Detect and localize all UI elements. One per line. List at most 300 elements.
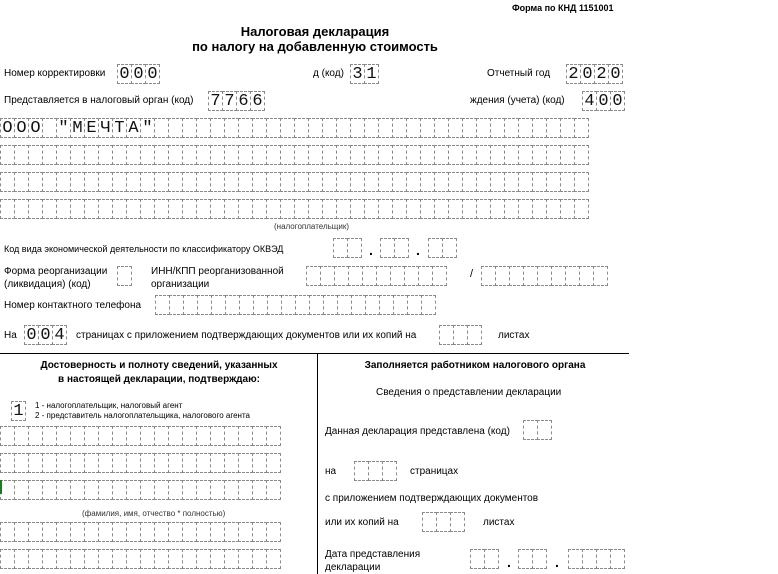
char-cell[interactable] bbox=[252, 199, 267, 219]
char-cell[interactable] bbox=[84, 549, 99, 569]
char-cell[interactable] bbox=[532, 118, 547, 138]
char-cell[interactable] bbox=[434, 172, 449, 192]
char-cell[interactable] bbox=[14, 199, 29, 219]
char-cell[interactable] bbox=[294, 145, 309, 165]
char-cell[interactable] bbox=[182, 145, 197, 165]
char-cell[interactable] bbox=[579, 266, 594, 286]
char-cell[interactable] bbox=[42, 480, 57, 500]
char-cell[interactable] bbox=[238, 145, 253, 165]
char-cell[interactable]: М bbox=[70, 118, 85, 138]
fio-row-2[interactable] bbox=[0, 453, 280, 473]
phone-field[interactable] bbox=[155, 295, 435, 315]
char-cell[interactable] bbox=[439, 325, 454, 345]
char-cell[interactable] bbox=[224, 480, 239, 500]
char-cell[interactable] bbox=[98, 453, 113, 473]
char-cell[interactable] bbox=[537, 266, 552, 286]
char-cell[interactable] bbox=[154, 426, 169, 446]
char-cell[interactable]: 0 bbox=[38, 325, 53, 345]
char-cell[interactable] bbox=[210, 145, 225, 165]
char-cell[interactable] bbox=[467, 325, 482, 345]
char-cell[interactable] bbox=[112, 199, 127, 219]
char-cell[interactable] bbox=[560, 172, 575, 192]
char-cell[interactable] bbox=[266, 172, 281, 192]
char-cell[interactable]: 1 bbox=[11, 401, 26, 421]
char-cell[interactable]: Т bbox=[112, 118, 127, 138]
location-code-field[interactable] bbox=[582, 91, 624, 111]
taxpayer-name-row-3[interactable] bbox=[0, 172, 588, 192]
char-cell[interactable] bbox=[14, 480, 29, 500]
char-cell[interactable] bbox=[168, 549, 183, 569]
char-cell[interactable]: Е bbox=[84, 118, 99, 138]
char-cell[interactable] bbox=[210, 199, 225, 219]
char-cell[interactable] bbox=[112, 172, 127, 192]
char-cell[interactable]: 2 bbox=[566, 64, 581, 84]
char-cell[interactable] bbox=[565, 266, 580, 286]
char-cell[interactable] bbox=[490, 172, 505, 192]
char-cell[interactable] bbox=[117, 266, 132, 286]
report-year-field[interactable] bbox=[566, 64, 622, 84]
char-cell[interactable] bbox=[406, 172, 421, 192]
char-cell[interactable] bbox=[337, 295, 352, 315]
reorg-inn-field[interactable] bbox=[306, 266, 446, 286]
char-cell[interactable] bbox=[56, 145, 71, 165]
char-cell[interactable] bbox=[28, 172, 43, 192]
char-cell[interactable]: 4 bbox=[582, 91, 597, 111]
char-cell[interactable] bbox=[568, 549, 583, 569]
char-cell[interactable] bbox=[406, 199, 421, 219]
char-cell[interactable] bbox=[140, 522, 155, 542]
char-cell[interactable] bbox=[0, 480, 15, 500]
char-cell[interactable] bbox=[376, 266, 391, 286]
char-cell[interactable]: 0 bbox=[117, 64, 132, 84]
tax-period-field[interactable] bbox=[350, 64, 378, 84]
char-cell[interactable] bbox=[476, 172, 491, 192]
char-cell[interactable] bbox=[98, 480, 113, 500]
char-cell[interactable] bbox=[84, 480, 99, 500]
char-cell[interactable] bbox=[56, 522, 71, 542]
char-cell[interactable] bbox=[126, 453, 141, 473]
okved-part-2[interactable] bbox=[380, 238, 408, 258]
char-cell[interactable] bbox=[546, 118, 561, 138]
char-cell[interactable] bbox=[252, 453, 267, 473]
char-cell[interactable] bbox=[56, 199, 71, 219]
char-cell[interactable] bbox=[281, 295, 296, 315]
char-cell[interactable] bbox=[462, 145, 477, 165]
char-cell[interactable] bbox=[238, 172, 253, 192]
char-cell[interactable] bbox=[382, 461, 397, 481]
char-cell[interactable] bbox=[309, 295, 324, 315]
char-cell[interactable]: 0 bbox=[131, 64, 146, 84]
char-cell[interactable] bbox=[518, 118, 533, 138]
char-cell[interactable] bbox=[126, 522, 141, 542]
char-cell[interactable] bbox=[42, 549, 57, 569]
char-cell[interactable] bbox=[406, 118, 421, 138]
char-cell[interactable] bbox=[154, 549, 169, 569]
char-cell[interactable] bbox=[420, 145, 435, 165]
taxpayer-name-row-1[interactable] bbox=[0, 118, 588, 138]
char-cell[interactable] bbox=[14, 522, 29, 542]
char-cell[interactable] bbox=[182, 199, 197, 219]
char-cell[interactable] bbox=[378, 199, 393, 219]
char-cell[interactable] bbox=[476, 145, 491, 165]
char-cell[interactable] bbox=[422, 512, 437, 532]
char-cell[interactable] bbox=[112, 480, 127, 500]
char-cell[interactable]: 0 bbox=[596, 91, 611, 111]
char-cell[interactable] bbox=[70, 199, 85, 219]
char-cell[interactable] bbox=[407, 295, 422, 315]
char-cell[interactable] bbox=[509, 266, 524, 286]
char-cell[interactable] bbox=[98, 172, 113, 192]
char-cell[interactable] bbox=[196, 549, 211, 569]
char-cell[interactable] bbox=[308, 172, 323, 192]
attachment-sheets-field[interactable] bbox=[439, 325, 481, 345]
char-cell[interactable] bbox=[126, 172, 141, 192]
char-cell[interactable] bbox=[266, 145, 281, 165]
char-cell[interactable] bbox=[140, 145, 155, 165]
char-cell[interactable] bbox=[224, 145, 239, 165]
char-cell[interactable] bbox=[393, 295, 408, 315]
char-cell[interactable] bbox=[126, 426, 141, 446]
char-cell[interactable] bbox=[28, 199, 43, 219]
char-cell[interactable] bbox=[354, 461, 369, 481]
char-cell[interactable] bbox=[462, 118, 477, 138]
char-cell[interactable] bbox=[428, 238, 443, 258]
char-cell[interactable] bbox=[294, 118, 309, 138]
char-cell[interactable] bbox=[112, 522, 127, 542]
char-cell[interactable] bbox=[210, 172, 225, 192]
char-cell[interactable]: 3 bbox=[350, 64, 365, 84]
char-cell[interactable] bbox=[432, 266, 447, 286]
taxpayer-name-row-4[interactable] bbox=[0, 199, 588, 219]
char-cell[interactable] bbox=[126, 199, 141, 219]
char-cell[interactable] bbox=[197, 295, 212, 315]
char-cell[interactable] bbox=[28, 426, 43, 446]
char-cell[interactable] bbox=[294, 199, 309, 219]
char-cell[interactable] bbox=[406, 145, 421, 165]
char-cell[interactable] bbox=[14, 549, 29, 569]
char-cell[interactable] bbox=[42, 172, 57, 192]
char-cell[interactable] bbox=[378, 172, 393, 192]
char-cell[interactable] bbox=[224, 453, 239, 473]
char-cell[interactable] bbox=[84, 426, 99, 446]
char-cell[interactable] bbox=[490, 199, 505, 219]
char-cell[interactable] bbox=[70, 172, 85, 192]
char-cell[interactable] bbox=[42, 426, 57, 446]
char-cell[interactable] bbox=[518, 145, 533, 165]
char-cell[interactable] bbox=[532, 199, 547, 219]
char-cell[interactable] bbox=[183, 295, 198, 315]
char-cell[interactable] bbox=[224, 199, 239, 219]
char-cell[interactable] bbox=[225, 295, 240, 315]
char-cell[interactable] bbox=[504, 172, 519, 192]
char-cell[interactable] bbox=[169, 295, 184, 315]
char-cell[interactable] bbox=[448, 145, 463, 165]
char-cell[interactable] bbox=[350, 145, 365, 165]
char-cell[interactable] bbox=[546, 199, 561, 219]
char-cell[interactable] bbox=[42, 453, 57, 473]
char-cell[interactable] bbox=[98, 145, 113, 165]
char-cell[interactable] bbox=[168, 453, 183, 473]
char-cell[interactable] bbox=[481, 266, 496, 286]
char-cell[interactable] bbox=[252, 172, 267, 192]
char-cell[interactable] bbox=[560, 199, 575, 219]
char-cell[interactable] bbox=[42, 118, 57, 138]
char-cell[interactable] bbox=[546, 172, 561, 192]
char-cell[interactable] bbox=[560, 145, 575, 165]
char-cell[interactable] bbox=[196, 199, 211, 219]
char-cell[interactable] bbox=[490, 145, 505, 165]
char-cell[interactable] bbox=[252, 522, 267, 542]
char-cell[interactable] bbox=[211, 295, 226, 315]
char-cell[interactable] bbox=[28, 145, 43, 165]
char-cell[interactable] bbox=[470, 549, 485, 569]
char-cell[interactable] bbox=[368, 461, 383, 481]
char-cell[interactable] bbox=[182, 118, 197, 138]
char-cell[interactable] bbox=[168, 522, 183, 542]
char-cell[interactable]: " bbox=[140, 118, 155, 138]
char-cell[interactable] bbox=[196, 480, 211, 500]
char-cell[interactable] bbox=[351, 295, 366, 315]
char-cell[interactable] bbox=[98, 522, 113, 542]
char-cell[interactable] bbox=[168, 426, 183, 446]
char-cell[interactable] bbox=[126, 145, 141, 165]
char-cell[interactable] bbox=[238, 426, 253, 446]
char-cell[interactable] bbox=[462, 199, 477, 219]
char-cell[interactable] bbox=[334, 266, 349, 286]
char-cell[interactable] bbox=[504, 199, 519, 219]
char-cell[interactable] bbox=[140, 480, 155, 500]
char-cell[interactable] bbox=[322, 145, 337, 165]
char-cell[interactable] bbox=[484, 549, 499, 569]
char-cell[interactable] bbox=[168, 199, 183, 219]
fio-row-4[interactable] bbox=[0, 522, 280, 542]
char-cell[interactable] bbox=[0, 453, 15, 473]
char-cell[interactable]: 1 bbox=[364, 64, 379, 84]
char-cell[interactable] bbox=[140, 172, 155, 192]
char-cell[interactable] bbox=[210, 480, 225, 500]
char-cell[interactable] bbox=[336, 118, 351, 138]
char-cell[interactable] bbox=[280, 145, 295, 165]
char-cell[interactable] bbox=[450, 512, 465, 532]
char-cell[interactable] bbox=[112, 145, 127, 165]
char-cell[interactable] bbox=[42, 199, 57, 219]
char-cell[interactable] bbox=[182, 453, 197, 473]
char-cell[interactable] bbox=[453, 325, 468, 345]
char-cell[interactable] bbox=[490, 118, 505, 138]
char-cell[interactable] bbox=[238, 453, 253, 473]
char-cell[interactable] bbox=[155, 295, 170, 315]
char-cell[interactable] bbox=[140, 453, 155, 473]
char-cell[interactable]: 0 bbox=[145, 64, 160, 84]
char-cell[interactable] bbox=[266, 522, 281, 542]
char-cell[interactable] bbox=[380, 238, 395, 258]
reorg-form-field[interactable] bbox=[117, 266, 131, 286]
char-cell[interactable] bbox=[168, 118, 183, 138]
char-cell[interactable] bbox=[70, 426, 85, 446]
char-cell[interactable] bbox=[154, 145, 169, 165]
char-cell[interactable] bbox=[476, 118, 491, 138]
char-cell[interactable]: 7 bbox=[208, 91, 223, 111]
char-cell[interactable] bbox=[210, 118, 225, 138]
char-cell[interactable] bbox=[112, 453, 127, 473]
char-cell[interactable] bbox=[238, 199, 253, 219]
char-cell[interactable] bbox=[532, 145, 547, 165]
char-cell[interactable] bbox=[420, 199, 435, 219]
char-cell[interactable] bbox=[308, 118, 323, 138]
char-cell[interactable] bbox=[182, 549, 197, 569]
char-cell[interactable] bbox=[196, 172, 211, 192]
char-cell[interactable]: 6 bbox=[250, 91, 265, 111]
char-cell[interactable] bbox=[404, 266, 419, 286]
char-cell[interactable] bbox=[392, 118, 407, 138]
char-cell[interactable] bbox=[379, 295, 394, 315]
char-cell[interactable] bbox=[322, 172, 337, 192]
char-cell[interactable] bbox=[267, 295, 282, 315]
char-cell[interactable] bbox=[154, 172, 169, 192]
char-cell[interactable] bbox=[210, 453, 225, 473]
char-cell[interactable] bbox=[84, 522, 99, 542]
char-cell[interactable] bbox=[154, 453, 169, 473]
char-cell[interactable]: 4 bbox=[52, 325, 67, 345]
char-cell[interactable] bbox=[294, 172, 309, 192]
char-cell[interactable] bbox=[280, 199, 295, 219]
char-cell[interactable] bbox=[196, 453, 211, 473]
char-cell[interactable] bbox=[365, 295, 380, 315]
char-cell[interactable] bbox=[266, 199, 281, 219]
char-cell[interactable] bbox=[0, 172, 15, 192]
char-cell[interactable] bbox=[378, 145, 393, 165]
char-cell[interactable] bbox=[378, 118, 393, 138]
submitted-pages-field[interactable] bbox=[354, 461, 396, 481]
char-cell[interactable] bbox=[210, 426, 225, 446]
char-cell[interactable] bbox=[168, 480, 183, 500]
submitted-sheets-field[interactable] bbox=[422, 512, 464, 532]
fio-row-5[interactable] bbox=[0, 549, 280, 569]
char-cell[interactable] bbox=[14, 453, 29, 473]
char-cell[interactable] bbox=[582, 549, 597, 569]
taxpayer-name-row-2[interactable] bbox=[0, 145, 588, 165]
char-cell[interactable] bbox=[28, 480, 43, 500]
char-cell[interactable] bbox=[0, 549, 15, 569]
char-cell[interactable] bbox=[434, 145, 449, 165]
char-cell[interactable] bbox=[84, 453, 99, 473]
char-cell[interactable] bbox=[596, 549, 611, 569]
char-cell[interactable] bbox=[476, 199, 491, 219]
char-cell[interactable] bbox=[253, 295, 268, 315]
reorg-kpp-field[interactable] bbox=[481, 266, 607, 286]
okved-part-3[interactable] bbox=[428, 238, 456, 258]
char-cell[interactable] bbox=[504, 145, 519, 165]
char-cell[interactable] bbox=[308, 199, 323, 219]
char-cell[interactable]: 6 bbox=[236, 91, 251, 111]
char-cell[interactable] bbox=[98, 199, 113, 219]
char-cell[interactable] bbox=[56, 426, 71, 446]
char-cell[interactable] bbox=[306, 266, 321, 286]
pages-count-field[interactable] bbox=[24, 325, 66, 345]
char-cell[interactable] bbox=[610, 549, 625, 569]
char-cell[interactable] bbox=[126, 480, 141, 500]
char-cell[interactable] bbox=[238, 522, 253, 542]
submitted-code-field[interactable] bbox=[523, 420, 551, 440]
char-cell[interactable] bbox=[266, 426, 281, 446]
char-cell[interactable] bbox=[210, 549, 225, 569]
char-cell[interactable] bbox=[252, 426, 267, 446]
char-cell[interactable] bbox=[70, 522, 85, 542]
char-cell[interactable] bbox=[224, 426, 239, 446]
char-cell[interactable] bbox=[252, 480, 267, 500]
char-cell[interactable] bbox=[347, 238, 362, 258]
char-cell[interactable] bbox=[112, 426, 127, 446]
char-cell[interactable] bbox=[42, 145, 57, 165]
char-cell[interactable] bbox=[239, 295, 254, 315]
char-cell[interactable] bbox=[196, 426, 211, 446]
char-cell[interactable] bbox=[70, 480, 85, 500]
char-cell[interactable] bbox=[551, 266, 566, 286]
char-cell[interactable] bbox=[0, 199, 15, 219]
char-cell[interactable] bbox=[448, 199, 463, 219]
okved-part-1[interactable] bbox=[333, 238, 361, 258]
char-cell[interactable] bbox=[518, 549, 533, 569]
char-cell[interactable] bbox=[252, 145, 267, 165]
char-cell[interactable] bbox=[336, 199, 351, 219]
char-cell[interactable] bbox=[70, 453, 85, 473]
char-cell[interactable] bbox=[322, 118, 337, 138]
char-cell[interactable] bbox=[266, 480, 281, 500]
char-cell[interactable] bbox=[168, 145, 183, 165]
char-cell[interactable]: 0 bbox=[24, 325, 39, 345]
char-cell[interactable] bbox=[56, 480, 71, 500]
char-cell[interactable] bbox=[532, 549, 547, 569]
char-cell[interactable] bbox=[560, 118, 575, 138]
date-day-field[interactable] bbox=[470, 549, 498, 569]
char-cell[interactable] bbox=[224, 522, 239, 542]
char-cell[interactable] bbox=[70, 549, 85, 569]
char-cell[interactable] bbox=[392, 199, 407, 219]
char-cell[interactable]: О bbox=[0, 118, 15, 138]
char-cell[interactable] bbox=[574, 199, 589, 219]
fio-row-3[interactable] bbox=[0, 480, 280, 500]
char-cell[interactable] bbox=[436, 512, 451, 532]
char-cell[interactable] bbox=[518, 199, 533, 219]
char-cell[interactable] bbox=[574, 145, 589, 165]
char-cell[interactable] bbox=[266, 453, 281, 473]
char-cell[interactable] bbox=[14, 426, 29, 446]
char-cell[interactable] bbox=[84, 172, 99, 192]
char-cell[interactable] bbox=[266, 549, 281, 569]
char-cell[interactable] bbox=[442, 238, 457, 258]
char-cell[interactable] bbox=[574, 118, 589, 138]
char-cell[interactable]: 2 bbox=[594, 64, 609, 84]
char-cell[interactable] bbox=[350, 118, 365, 138]
char-cell[interactable] bbox=[574, 172, 589, 192]
char-cell[interactable] bbox=[394, 238, 409, 258]
char-cell[interactable] bbox=[546, 145, 561, 165]
signer-code-field[interactable] bbox=[11, 401, 25, 421]
char-cell[interactable] bbox=[336, 145, 351, 165]
char-cell[interactable] bbox=[0, 522, 15, 542]
char-cell[interactable] bbox=[140, 549, 155, 569]
char-cell[interactable] bbox=[537, 420, 552, 440]
char-cell[interactable] bbox=[392, 172, 407, 192]
char-cell[interactable]: О bbox=[14, 118, 29, 138]
char-cell[interactable] bbox=[154, 118, 169, 138]
char-cell[interactable] bbox=[323, 295, 338, 315]
correction-number-field[interactable] bbox=[117, 64, 159, 84]
char-cell[interactable] bbox=[523, 266, 538, 286]
char-cell[interactable] bbox=[434, 199, 449, 219]
char-cell[interactable] bbox=[98, 549, 113, 569]
char-cell[interactable]: 0 bbox=[610, 91, 625, 111]
